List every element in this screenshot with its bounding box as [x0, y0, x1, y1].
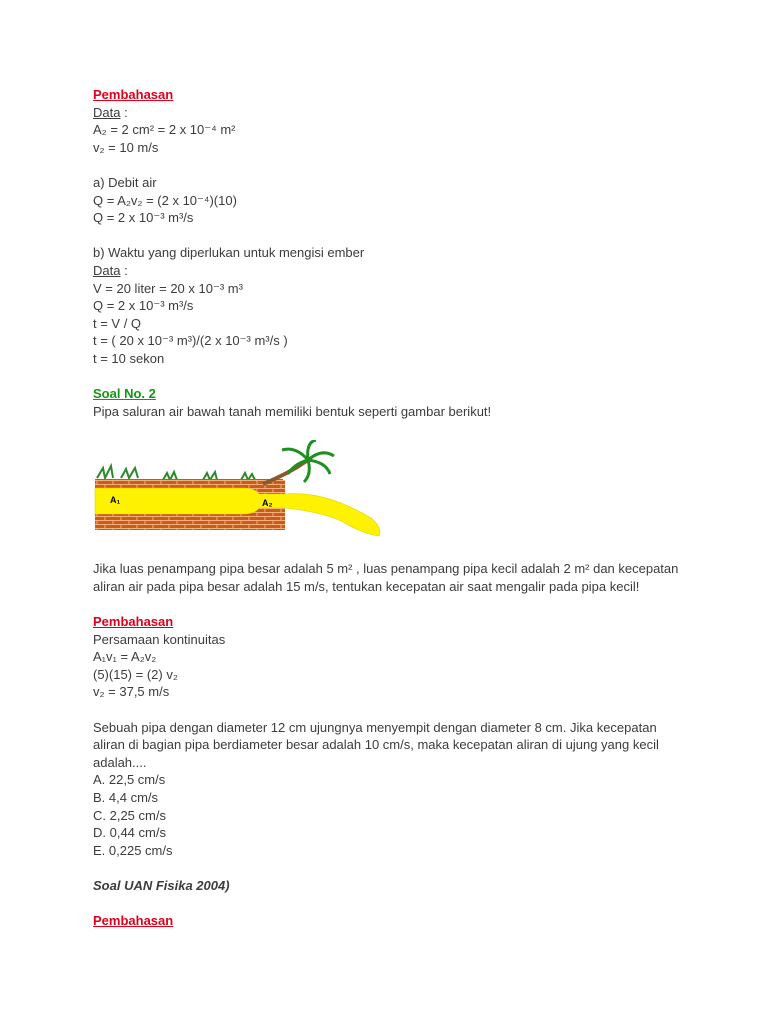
soal2-question: Jika luas penampang pipa besar adalah 5 m² , luas penampang pipa kecil adalah 2 m² dan kecepatan aliran air pada pipa besar adalah 15 m/s, tentukan kecepatan air saat mengalir pada pipa kecil! — [93, 561, 679, 594]
palm-tree-icon — [263, 440, 334, 484]
t-substitution: t = ( 20 x 10⁻³ m³)/(2 x 10⁻³ m³/s ) — [93, 333, 288, 349]
option-a: A. 22,5 cm/s — [93, 772, 166, 788]
pipe-figure — [93, 440, 385, 540]
a2-line: A₂ = 2 cm² = 2 x 10⁻⁴ m² — [93, 122, 236, 138]
q-line: Q = 2 x 10⁻³ m³/s — [93, 298, 194, 314]
label-a1: A₁ — [110, 495, 121, 505]
soal2-intro: Pipa saluran air bawah tanah memiliki bentuk seperti gambar berikut! — [93, 403, 492, 419]
option-c: C. 2,25 cm/s — [93, 807, 166, 823]
data-label-b: Data — [93, 262, 121, 278]
heading-pembahasan-2: Pembahasan — [93, 614, 174, 630]
continuity-substitution: (5)(15) = (2) v₂ — [93, 666, 178, 682]
continuity-label: Persamaan kontinuitas — [93, 631, 226, 647]
grass-icon — [95, 466, 283, 480]
question-source: Soal UAN Fisika 2004) — [93, 877, 230, 893]
option-e: E. 0,225 cm/s — [93, 842, 173, 858]
option-d: D. 0,44 cm/s — [93, 825, 166, 841]
continuity-equation: A₁v₁ = A₂v₂ — [93, 649, 157, 665]
data-colon: : — [120, 104, 128, 120]
q-result: Q = 2 x 10⁻³ m³/s — [93, 210, 194, 226]
t-formula: t = V / Q — [93, 315, 142, 331]
v-line: V = 20 liter = 20 x 10⁻³ m³ — [93, 280, 243, 296]
v2-line: v₂ = 10 m/s — [93, 139, 159, 155]
option-b: B. 4,4 cm/s — [93, 790, 159, 805]
continuity-result: v₂ = 37,5 m/s — [93, 684, 170, 700]
soal3-question: Sebuah pipa dengan diameter 12 cm ujungnya menyempit dengan diameter 8 cm. Jika kecepatan aliran di bagian pipa berdiameter besar adalah 10 cm/s, maka kecepatan aliran di ujung yang kecil adalah.... — [93, 719, 659, 770]
data-colon-b: : — [120, 262, 128, 278]
t-result: t = 10 sekon — [93, 350, 165, 366]
pipe-illustration — [93, 440, 385, 540]
part-a-label: a) Debit air — [93, 174, 157, 190]
data-label: Data — [93, 104, 121, 120]
part-b-label: b) Waktu yang diperlukan untuk mengisi ember — [93, 245, 365, 261]
q-formula: Q = A₂v₂ = (2 x 10⁻⁴)(10) — [93, 192, 237, 208]
label-a2: A₂ — [262, 498, 273, 508]
heading-pembahasan-1: Pembahasan — [93, 87, 174, 102]
heading-pembahasan-3: Pembahasan — [93, 913, 174, 929]
heading-soal-2: Soal No. 2 — [93, 386, 156, 402]
